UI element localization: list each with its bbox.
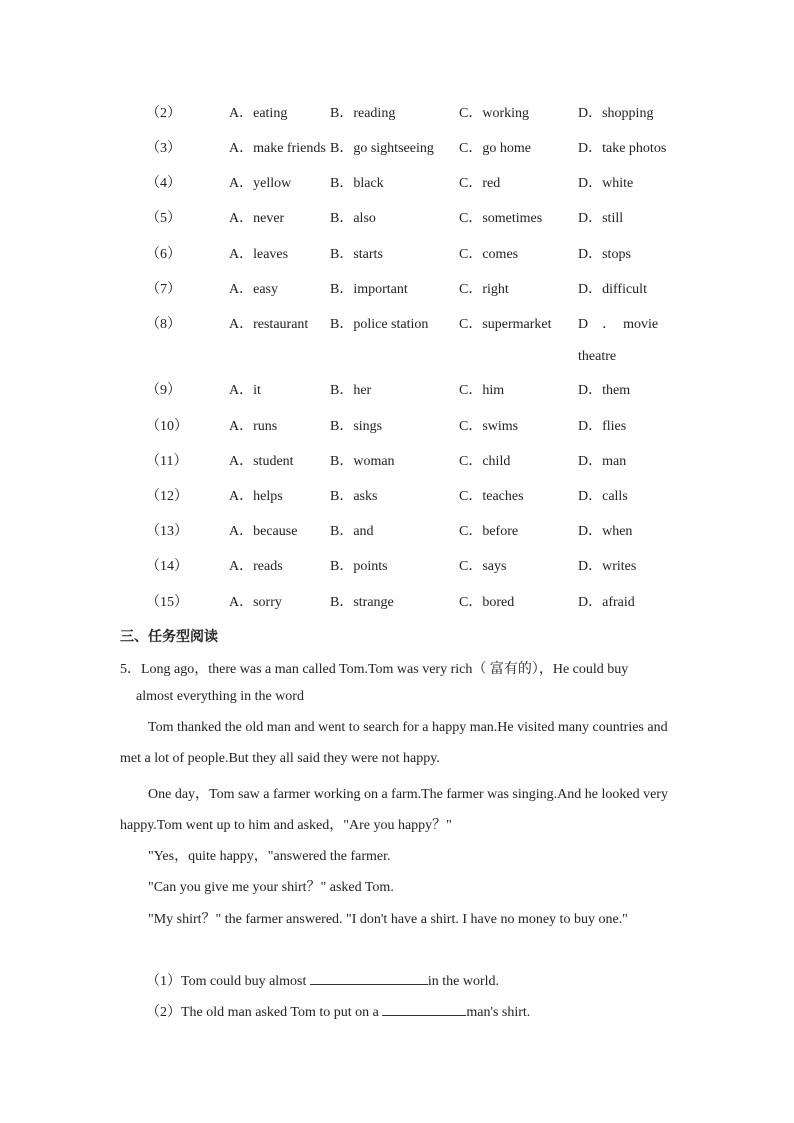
option-a: A．eating xyxy=(229,106,288,121)
option-row-4 xyxy=(0,172,794,196)
question-2-prompt: （2）The old man asked Tom to put on a xyxy=(146,1005,383,1020)
option-d: D ． movie xyxy=(578,317,659,332)
option-b: B．important xyxy=(330,282,408,297)
option-b: B．starts xyxy=(330,247,383,262)
question-number: （14） xyxy=(146,559,188,574)
question-number: （4） xyxy=(146,176,181,191)
question-number: （15） xyxy=(146,595,188,610)
option-b: B．points xyxy=(330,559,388,574)
option-c: C．supermarket xyxy=(459,317,552,332)
option-b: B．black xyxy=(330,176,384,191)
option-row-5 xyxy=(0,207,794,231)
option-a: A．leaves xyxy=(229,247,289,262)
question-2-suffix: man's shirt. xyxy=(466,1005,531,1020)
option-c: C．says xyxy=(459,559,507,574)
option-a: A．it xyxy=(229,383,261,398)
option-a: A．make friends xyxy=(229,141,326,156)
option-row-13 xyxy=(0,520,794,544)
option-d: D．writes xyxy=(578,559,637,574)
option-d: D．man xyxy=(578,454,627,469)
option-c: C．right xyxy=(459,282,509,297)
option-d: D．calls xyxy=(578,489,628,504)
option-c: C．teaches xyxy=(459,489,524,504)
option-a: A．runs xyxy=(229,419,278,434)
question-number: （11） xyxy=(146,454,188,469)
option-a: A．restaurant xyxy=(229,317,309,332)
question-1-suffix: in the world. xyxy=(427,974,500,989)
option-b: B．reading xyxy=(330,106,396,121)
option-d: D．when xyxy=(578,524,633,539)
question-number: （6） xyxy=(146,247,181,262)
option-d-continued: theatre xyxy=(578,349,617,364)
option-c: C．child xyxy=(459,454,511,469)
question-number: （10） xyxy=(146,419,188,434)
question-number: （7） xyxy=(146,282,181,297)
option-c: C．comes xyxy=(459,247,519,262)
passage-line: One day，Tom saw a farmer working on a farm.The farmer was singing.And he looked very xyxy=(148,787,668,802)
option-b: B．also xyxy=(330,211,376,226)
answer-blank-1[interactable] xyxy=(310,970,428,985)
option-b: B．and xyxy=(330,524,374,539)
passage-line: "Can you give me your shirt？" asked Tom. xyxy=(148,880,394,895)
option-d: D．white xyxy=(578,176,634,191)
option-a: A．reads xyxy=(229,559,283,574)
question-2 xyxy=(146,1001,530,1021)
option-row-8 xyxy=(0,313,794,337)
option-row-9 xyxy=(0,379,794,403)
option-row-11 xyxy=(0,450,794,474)
passage-line: almost everything in the word xyxy=(136,689,304,704)
option-row-12 xyxy=(0,485,794,509)
section-title: 三、任务型阅读 xyxy=(120,629,218,645)
option-c: C．bored xyxy=(459,595,515,610)
option-d: D．stops xyxy=(578,247,631,262)
option-b: B．strange xyxy=(330,595,394,610)
option-b: B．police station xyxy=(330,317,429,332)
option-b: B．her xyxy=(330,383,372,398)
passage-line: met a lot of people.But they all said they were not happy. xyxy=(120,751,440,766)
question-number: （5） xyxy=(146,211,181,226)
option-c: C．sometimes xyxy=(459,211,543,226)
option-d: D．shopping xyxy=(578,106,654,121)
option-row-7 xyxy=(0,278,794,302)
passage-line: "Yes，quite happy，"answered the farmer. xyxy=(148,849,391,864)
option-b: B．asks xyxy=(330,489,378,504)
option-b: B．sings xyxy=(330,419,383,434)
question-1-prompt: （1）Tom could buy almost xyxy=(146,974,310,989)
option-row-15 xyxy=(0,591,794,615)
option-row-14 xyxy=(0,555,794,579)
question-number: （3） xyxy=(146,141,181,156)
passage-line: Tom thanked the old man and went to search for a happy man.He visited many countries and xyxy=(148,720,668,735)
option-c: C．before xyxy=(459,524,519,539)
option-c: C．go home xyxy=(459,141,531,156)
option-a: A．sorry xyxy=(229,595,282,610)
question-number: （2） xyxy=(146,106,181,121)
option-b: B．woman xyxy=(330,454,395,469)
question-number: （12） xyxy=(146,489,188,504)
passage-line: "My shirt？" the farmer answered. "I don't have a shirt. I have no money to buy one." xyxy=(148,912,628,927)
option-d: D．still xyxy=(578,211,624,226)
option-row-2 xyxy=(0,102,794,126)
option-c: C．red xyxy=(459,176,501,191)
option-a: A．yellow xyxy=(229,176,292,191)
answer-blank-2[interactable] xyxy=(382,1001,466,1016)
question-number: （13） xyxy=(146,524,188,539)
option-d: D．afraid xyxy=(578,595,635,610)
option-a: A．student xyxy=(229,454,294,469)
option-d: D．difficult xyxy=(578,282,647,297)
option-row-3 xyxy=(0,137,794,161)
question-number: （8） xyxy=(146,317,181,332)
option-d: D．flies xyxy=(578,419,627,434)
option-a: A．easy xyxy=(229,282,278,297)
option-c: C．working xyxy=(459,106,529,121)
option-row-10 xyxy=(0,415,794,439)
option-a: A．because xyxy=(229,524,298,539)
option-a: A．never xyxy=(229,211,285,226)
option-d: D．them xyxy=(578,383,631,398)
option-row-6 xyxy=(0,243,794,267)
option-b: B．go sightseeing xyxy=(330,141,434,156)
option-a: A．helps xyxy=(229,489,283,504)
question-number: （9） xyxy=(146,383,181,398)
option-c: C．swims xyxy=(459,419,519,434)
question-1 xyxy=(146,970,499,990)
passage-line: 5．Long ago，there was a man called Tom.Tom was very rich（ 富有的），He could buy xyxy=(120,662,629,677)
option-d: D．take photos xyxy=(578,141,667,156)
passage-line: happy.Tom went up to him and asked，"Are you happy？" xyxy=(120,818,452,833)
option-c: C．him xyxy=(459,383,505,398)
